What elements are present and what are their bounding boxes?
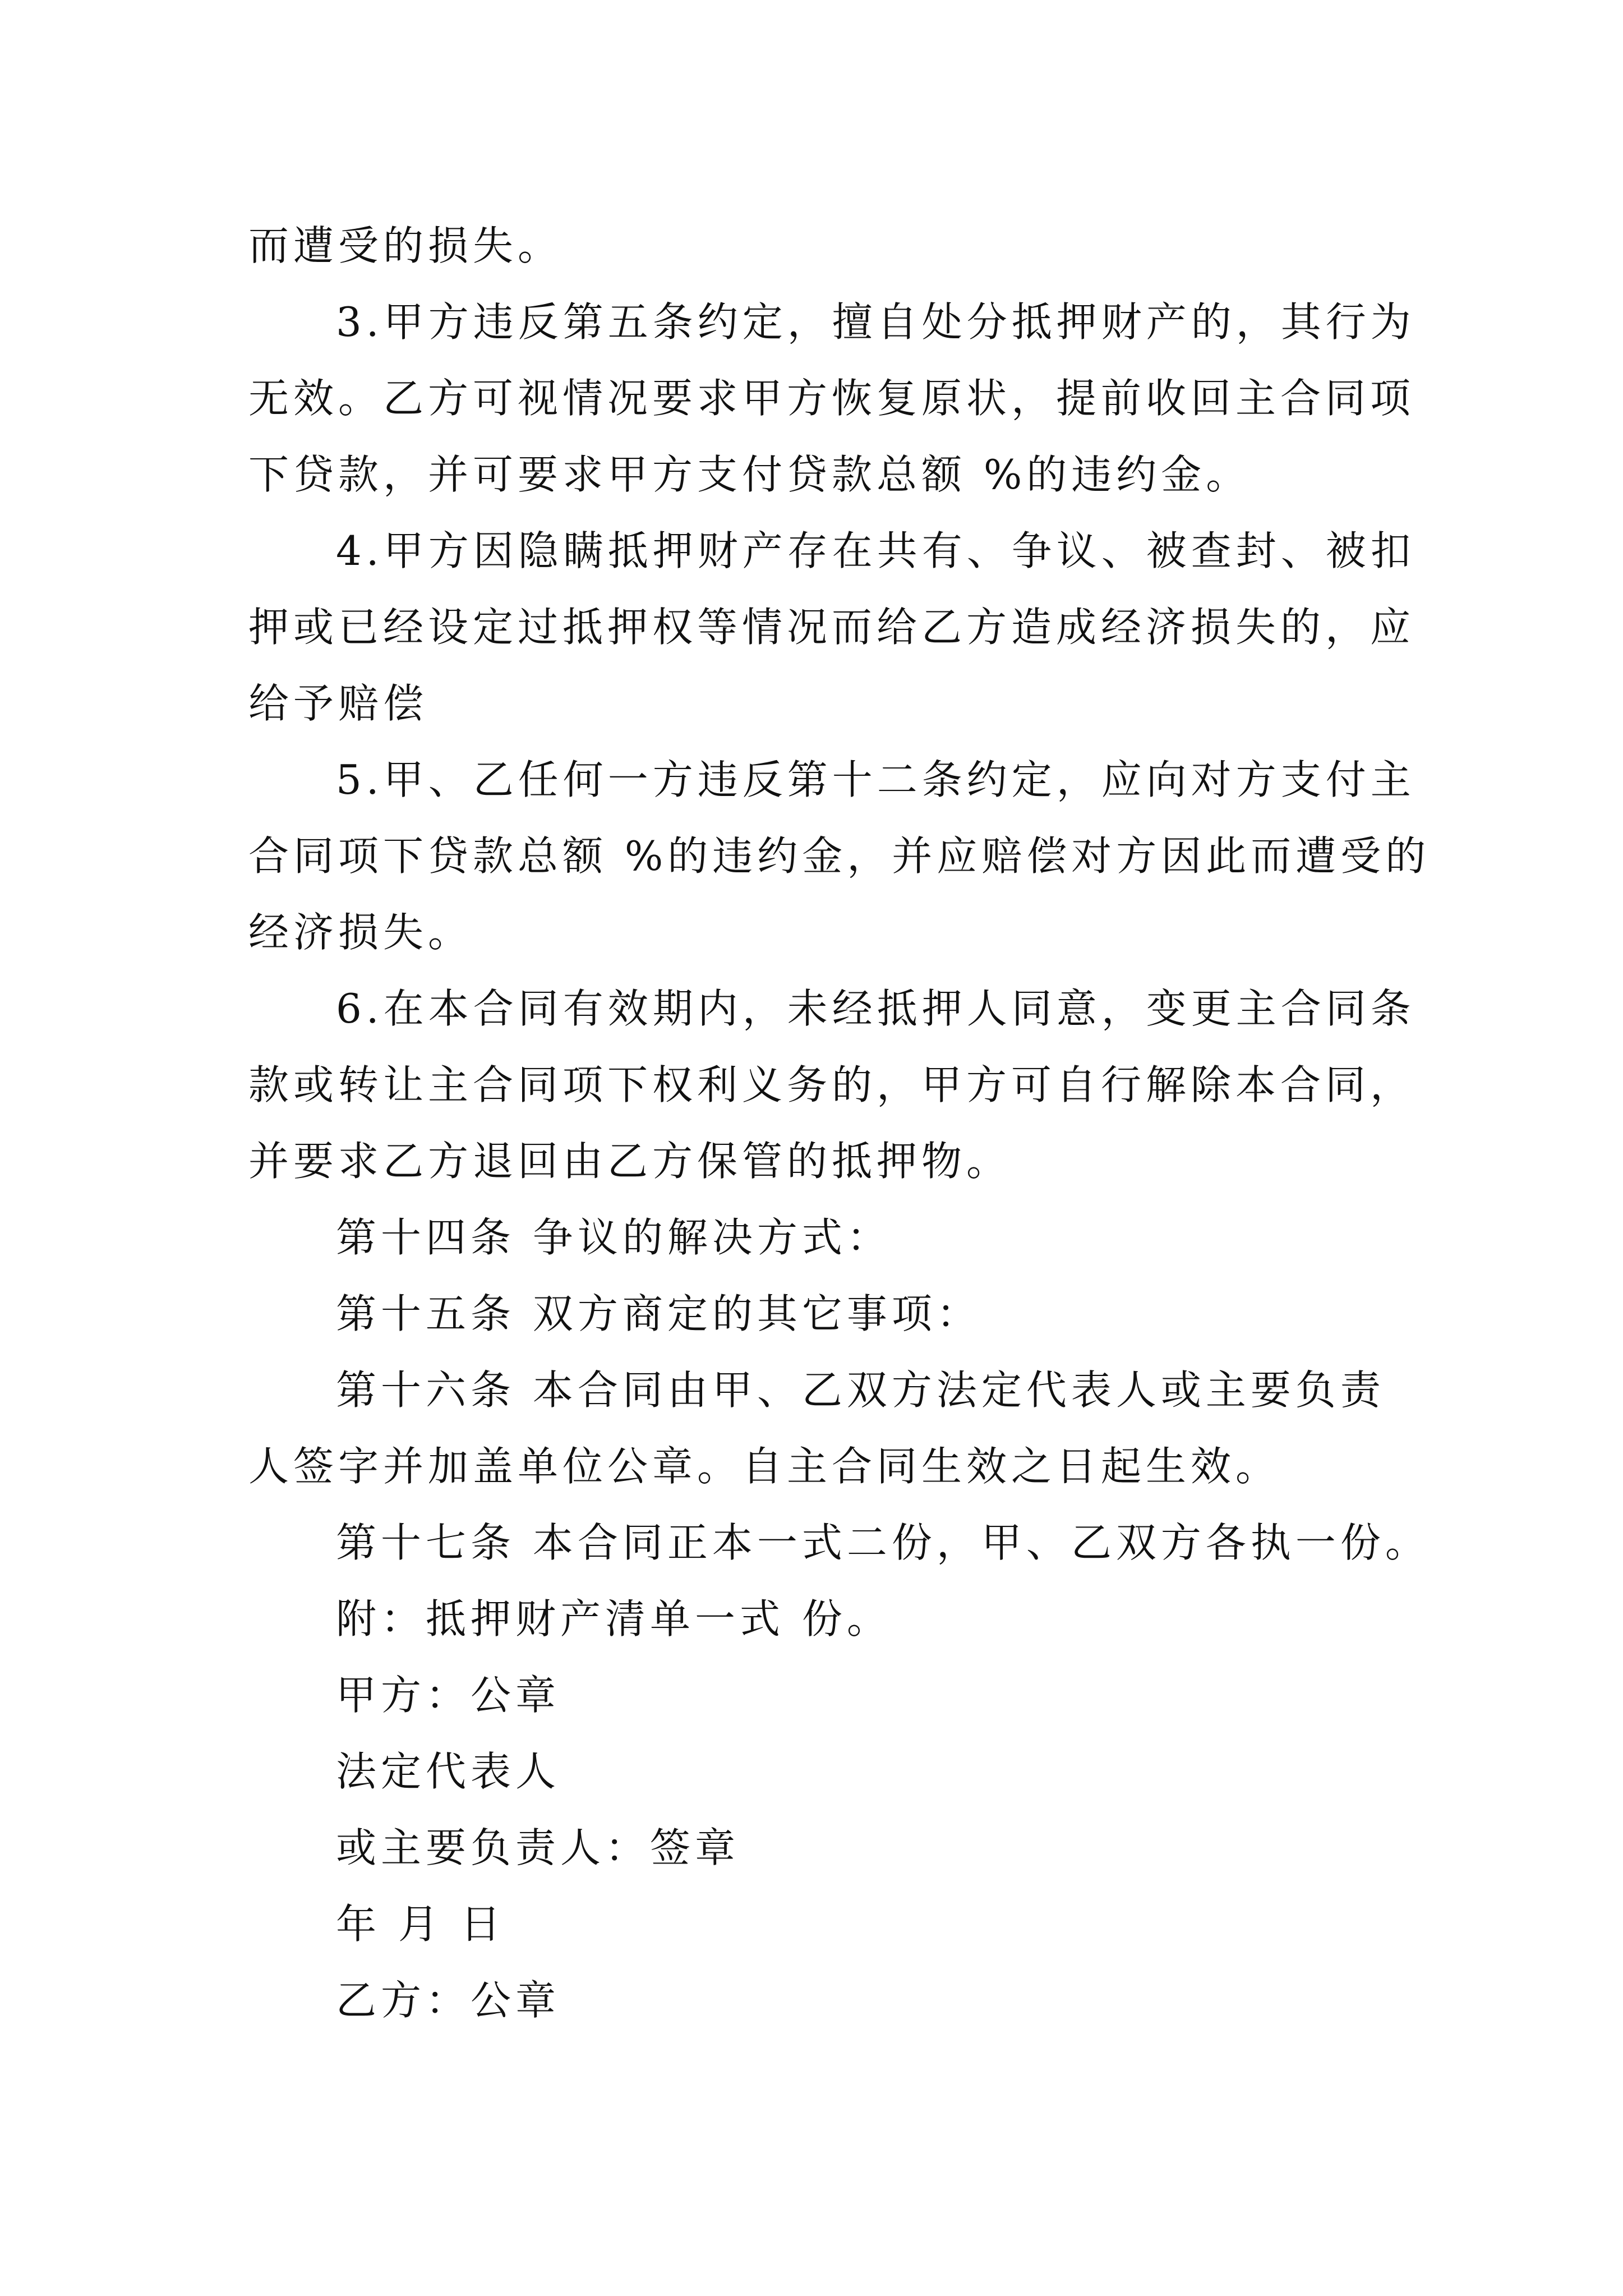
- text-line: 人签字并加盖单位公章。自主合同生效之日起生效。: [248, 1443, 1281, 1490]
- text-line: 经济损失。: [248, 909, 473, 956]
- date-line: 年 月 日: [336, 1901, 505, 1948]
- article-17-line: 第十七条 本合同正本一式二份，甲、乙双方各执一份。: [336, 1519, 1430, 1566]
- text-line: 无效。乙方可视情况要求甲方恢复原状，提前收回主合同项: [248, 375, 1415, 422]
- signature-line: 或主要负责人：签章: [336, 1824, 740, 1871]
- text-line: 押或已经设定过抵押权等情况而给乙方造成经济损失的，应: [248, 604, 1415, 651]
- party-b-seal-line: 乙方：公章: [336, 1977, 561, 2024]
- text-line: 下贷款，并可要求甲方支付贷款总额 %的违约金。: [248, 451, 1251, 498]
- text-line: 款或转让主合同项下权利义务的，甲方可自行解除本合同，: [248, 1061, 1415, 1108]
- clause-6-line: 6.在本合同有效期内，未经抵押人同意，变更主合同条: [336, 985, 1415, 1032]
- attachment-line: 附：抵押财产清单一式 份。: [336, 1595, 892, 1642]
- text-line: 并要求乙方退回由乙方保管的抵押物。: [248, 1138, 1012, 1185]
- text-line: 合同项下贷款总额 %的违约金，并应赔偿对方因此而遭受的: [248, 832, 1431, 880]
- legal-representative-line: 法定代表人: [336, 1748, 561, 1795]
- article-16-line: 第十六条 本合同由甲、乙双方法定代表人或主要负责: [336, 1366, 1385, 1414]
- clause-3-line: 3.甲方违反第五条约定，擅自处分抵押财产的，其行为: [336, 298, 1415, 346]
- clause-4-line: 4.甲方因隐瞒抵押财产存在共有、争议、被查封、被扣: [336, 527, 1415, 574]
- text-line: 而遭受的损失。: [248, 222, 563, 269]
- clause-5-line: 5.甲、乙任何一方违反第十二条约定，应向对方支付主: [336, 756, 1415, 803]
- text-line: 给予赔偿: [248, 680, 428, 727]
- party-a-seal-line: 甲方：公章: [336, 1672, 561, 1719]
- article-14-heading: 第十四条 争议的解决方式：: [336, 1214, 892, 1261]
- contract-text: [248, 208, 1431, 2039]
- article-15-heading: 第十五条 双方商定的其它事项：: [336, 1290, 981, 1337]
